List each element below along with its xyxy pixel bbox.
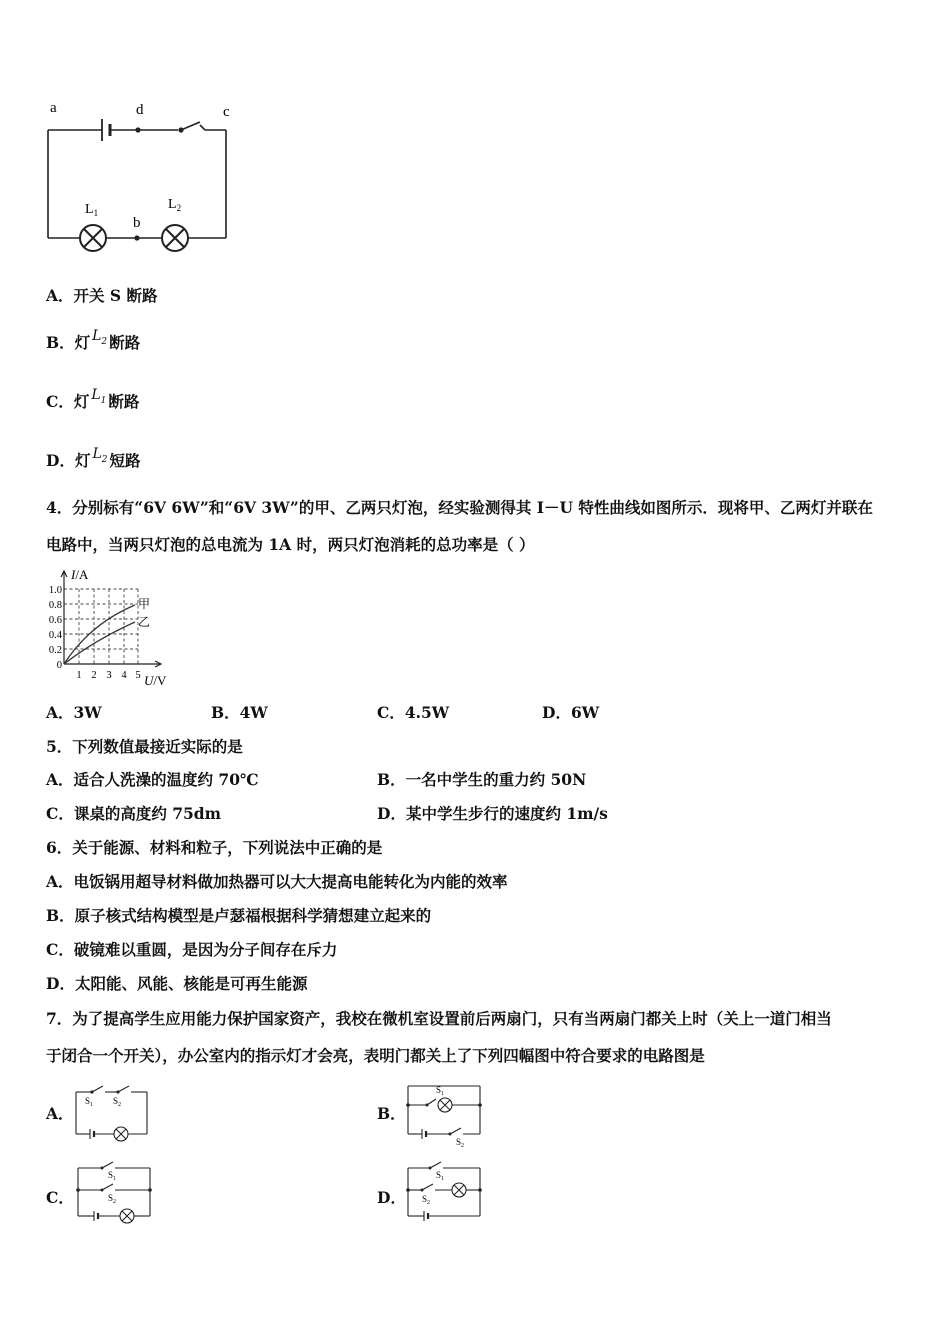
origin-label: 0 xyxy=(56,660,62,671)
q7-option-b-label[interactable]: B． xyxy=(377,1104,406,1123)
q3-option-a[interactable]: A．开关 S 断路 xyxy=(46,286,158,305)
q7-circuit-d[interactable] xyxy=(400,1160,490,1230)
q6-option-b[interactable]: B．原子核式结构模型是卢瑟福根据科学猜想建立起来的 xyxy=(46,906,432,925)
series-jia-label: 甲 xyxy=(138,597,151,611)
q4-option-b[interactable]: B．4W xyxy=(211,703,268,722)
switch-s2-label: $S_2$ xyxy=(422,1194,431,1206)
x-tick-label: 5 xyxy=(135,670,141,681)
switch-s1-label: $S_1$ xyxy=(108,1170,117,1182)
q5-option-a[interactable]: A．适合人洗澡的温度约 70℃ xyxy=(46,770,259,789)
y-tick-label: 0.2 xyxy=(48,645,62,656)
switch-s2-label: $S_2$ xyxy=(456,1137,465,1149)
y-tick-label: 0.6 xyxy=(48,615,62,626)
q4-stem-line2: 电路中，当两只灯泡的总电流为 1A 时，两只灯泡消耗的总功率是（ ） xyxy=(46,535,535,554)
node-c-label: c xyxy=(223,104,230,120)
q5-option-d[interactable]: D．某中学生步行的速度约 1m/s xyxy=(377,804,608,823)
series-yi-label: 乙 xyxy=(138,615,151,629)
q4-stem-line1: 4．分别标有“6V 6W”和“6V 3W”的甲、乙两只灯泡，经实验测得其 I－U 特性曲线如图所示．现将甲、乙两灯并联在 xyxy=(46,498,873,517)
y-tick-label: 1.0 xyxy=(48,585,62,596)
q4-iu-chart xyxy=(40,562,180,690)
q3-option-d[interactable]: D．灯 $L_2$ 短路 xyxy=(46,446,141,470)
node-a-label: a xyxy=(50,100,57,116)
switch-s1-label: $S_1$ xyxy=(436,1170,445,1182)
chart-y-axis-label: I/A xyxy=(71,567,89,582)
chart-x-axis-label: U/V xyxy=(144,673,167,688)
lamp-l2-label: $L_2$ xyxy=(168,197,182,213)
lamp-symbol: $L_1$ xyxy=(91,387,107,406)
y-tick-label: 0.4 xyxy=(48,630,62,641)
q4-option-a[interactable]: A．3W xyxy=(46,703,102,722)
lamp-symbol: $L_2$ xyxy=(92,446,108,465)
q7-stem-line2: 于闭合一个开关），办公室内的指示灯才会亮，表明门都关上了下列四幅图中符合要求的电路图是 xyxy=(46,1046,705,1065)
q3-circuit-diagram xyxy=(40,95,260,265)
node-d-label: d xyxy=(136,102,144,118)
q7-stem-line1: 7．为了提高学生应用能力保护国家资产，我校在微机室设置前后两扇门，只有当两扇门都关上时（关上一道门相当 xyxy=(46,1009,832,1028)
q3-option-c[interactable]: C．灯 $L_1$ 断路 xyxy=(46,387,140,411)
switch-s1-label: $S_1$ xyxy=(85,1096,94,1108)
lamp-l1-label: $L_1$ xyxy=(85,202,99,218)
q6-option-a[interactable]: A．电饭锅用超导材料做加热器可以大大提高电能转化为内能的效率 xyxy=(46,872,508,891)
q7-circuit-c[interactable] xyxy=(70,1160,160,1230)
q7-circuit-b[interactable] xyxy=(400,1078,490,1150)
y-tick-label: 0.8 xyxy=(48,600,62,611)
q3-option-b[interactable]: B．灯 $L_2$ 断路 xyxy=(46,328,141,352)
q7-option-d-label[interactable]: D． xyxy=(377,1188,406,1207)
x-tick-label: 1 xyxy=(76,670,82,681)
lamp-symbol: $L_2$ xyxy=(92,328,108,347)
q6-option-c[interactable]: C．破镜难以重圆，是因为分子间存在斥力 xyxy=(46,940,338,959)
node-b-label: b xyxy=(133,215,141,231)
switch-s2-label: $S_2$ xyxy=(113,1096,122,1108)
q5-option-c[interactable]: C．课桌的高度约 75dm xyxy=(46,804,222,823)
switch-s2-label: $S_2$ xyxy=(108,1193,117,1205)
q5-stem: 5．下列数值最接近实际的是 xyxy=(46,737,243,756)
q7-option-c-label[interactable]: C． xyxy=(46,1188,74,1207)
q5-option-b[interactable]: B．一名中学生的重力约 50N xyxy=(377,770,587,789)
q7-circuit-a[interactable] xyxy=(70,1080,160,1145)
q6-stem: 6．关于能源、材料和粒子，下列说法中正确的是 xyxy=(46,838,383,857)
x-tick-label: 3 xyxy=(106,670,112,681)
q4-option-c[interactable]: C．4.5W xyxy=(377,703,450,722)
x-tick-label: 2 xyxy=(91,670,97,681)
switch-s1-label: $S_1$ xyxy=(436,1085,445,1097)
q7-option-a-label[interactable]: A． xyxy=(46,1104,74,1123)
x-tick-label: 4 xyxy=(121,670,127,681)
q4-option-d[interactable]: D．6W xyxy=(542,703,600,722)
q6-option-d[interactable]: D．太阳能、风能、核能是可再生能源 xyxy=(46,974,308,993)
